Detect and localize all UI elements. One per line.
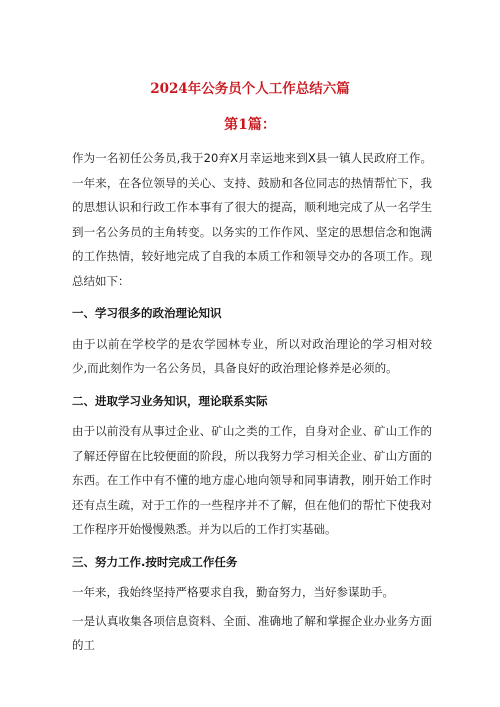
section-1-paragraph: 由于以前在学校学的是农学园林专业，所以对政治理论的学习相对较少,而此刻作为一名公务员，具备良好的政治理论修养是必须的。 (72, 336, 432, 375)
section-title: 第1篇： (224, 117, 276, 133)
document-body (72, 146, 432, 658)
section-3-paragraph-1: 一年来，我始终坚持严格要求自我，勤奋努力，当好参谋助手。 (72, 585, 394, 599)
section-heading-1: 一、学习很多的政治理论知识 (72, 306, 222, 320)
intro-paragraph: 作为一名初任公务员,我于20弃X月幸运地来到X县一镇人民政府工作。一年来，在各位领导的关心、支持、鼓励和各位同志的热情帮忙下，我的思想认识和行政工作本事有了很大的提高，顺利地完成了从一名学生到一名公务员的主角转变。以务实的工作作风、坚定的思想信念和饱满的工作热情，较好地完成了自我的本质工作和领导交办的各项工作。现总结如下： (72, 151, 432, 288)
section-3-paragraph-2: 一是认真收集各项信息资料、全面、准确地了解和掌握企业办业务方面的工 (72, 613, 432, 652)
section-2-paragraph: 由于以前没有从事过企业、矿山之类的工作，自身对企业、矿山工作的了解还停留在比较便面的阶段，所以我努力学习相关企业、矿山方面的东西。在工作中有不懂的地方虚心地向领导和同事请教，刚开始工作时还有点生疏，对于工作的一些程序并不了解，但在他们的帮忙下使我对工作程序开始慢慢熟悉。并为以后的工作打实基础。 (72, 424, 432, 536)
section-heading-2: 二、进取学习业务知识，理论联系实际 (72, 393, 268, 408)
document-title: 2024年公务员个人工作总结六篇 (150, 81, 350, 97)
section-heading-3: 三、努力工作.按时完成工作任务 (72, 554, 238, 569)
